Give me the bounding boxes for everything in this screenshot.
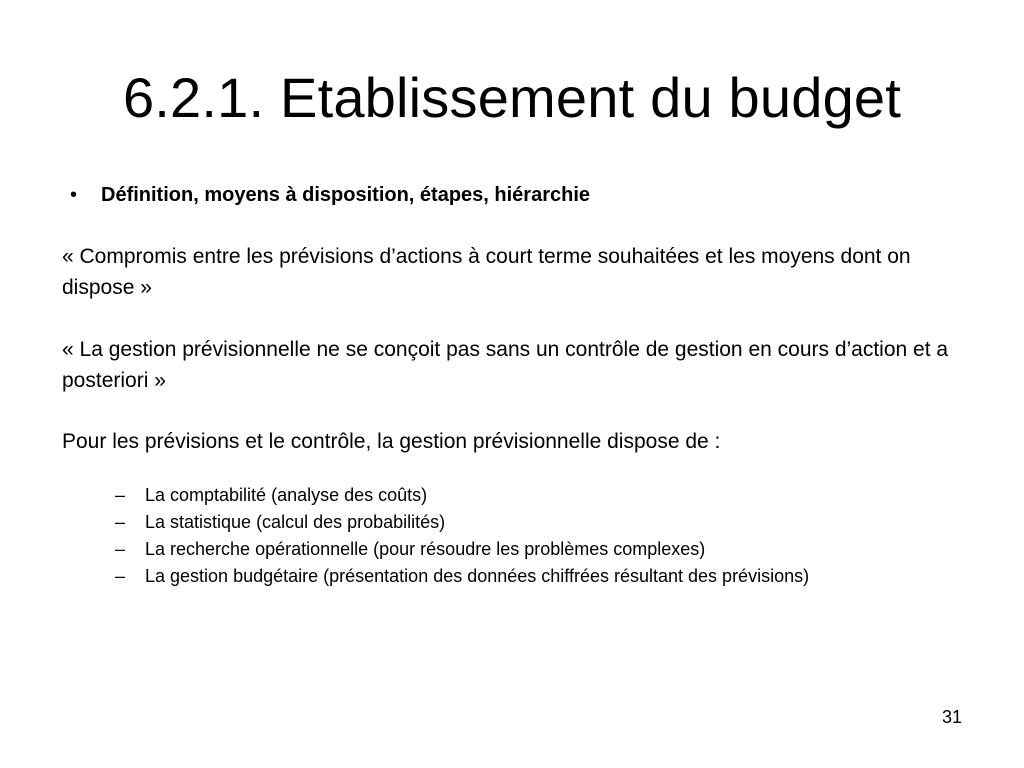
list-item-marker: – <box>115 539 126 559</box>
list-item <box>115 539 915 560</box>
tools-list <box>115 485 915 593</box>
bullet-heading <box>70 182 590 208</box>
list-item-text: La recherche opérationnelle (pour résoudre les problèmes complexes) <box>145 539 706 559</box>
bullet-marker: • <box>70 184 78 206</box>
list-item-marker: – <box>115 566 126 586</box>
list-item-text: La statistique (calcul des probabilités) <box>145 512 446 532</box>
list-item-marker: – <box>115 485 126 505</box>
list-item-text: La comptabilité (analyse des coûts) <box>145 485 428 505</box>
quote-paragraph-2: « La gestion prévisionnelle ne se conçoit pas sans un contrôle de gestion en cours d’action et a posteriori » <box>62 338 949 392</box>
list-item-text: La gestion budgétaire (présentation des données chiffrées résultant des prévisions) <box>145 566 810 586</box>
list-item <box>115 566 915 587</box>
quote-paragraph-1: « Compromis entre les prévisions d’actions à court terme souhaitées et les moyens dont on dispose » <box>62 245 911 299</box>
list-item-marker: – <box>115 512 126 532</box>
list-item <box>115 512 915 533</box>
intro-paragraph: Pour les prévisions et le contrôle, la gestion prévisionnelle dispose de : <box>62 430 721 453</box>
list-item <box>115 485 915 506</box>
page-number: 31 <box>941 707 962 727</box>
slide-title: 6.2.1. Etablissement du budget <box>122 66 902 129</box>
bullet-heading-text: Définition, moyens à disposition, étapes, hiérarchie <box>101 184 591 206</box>
